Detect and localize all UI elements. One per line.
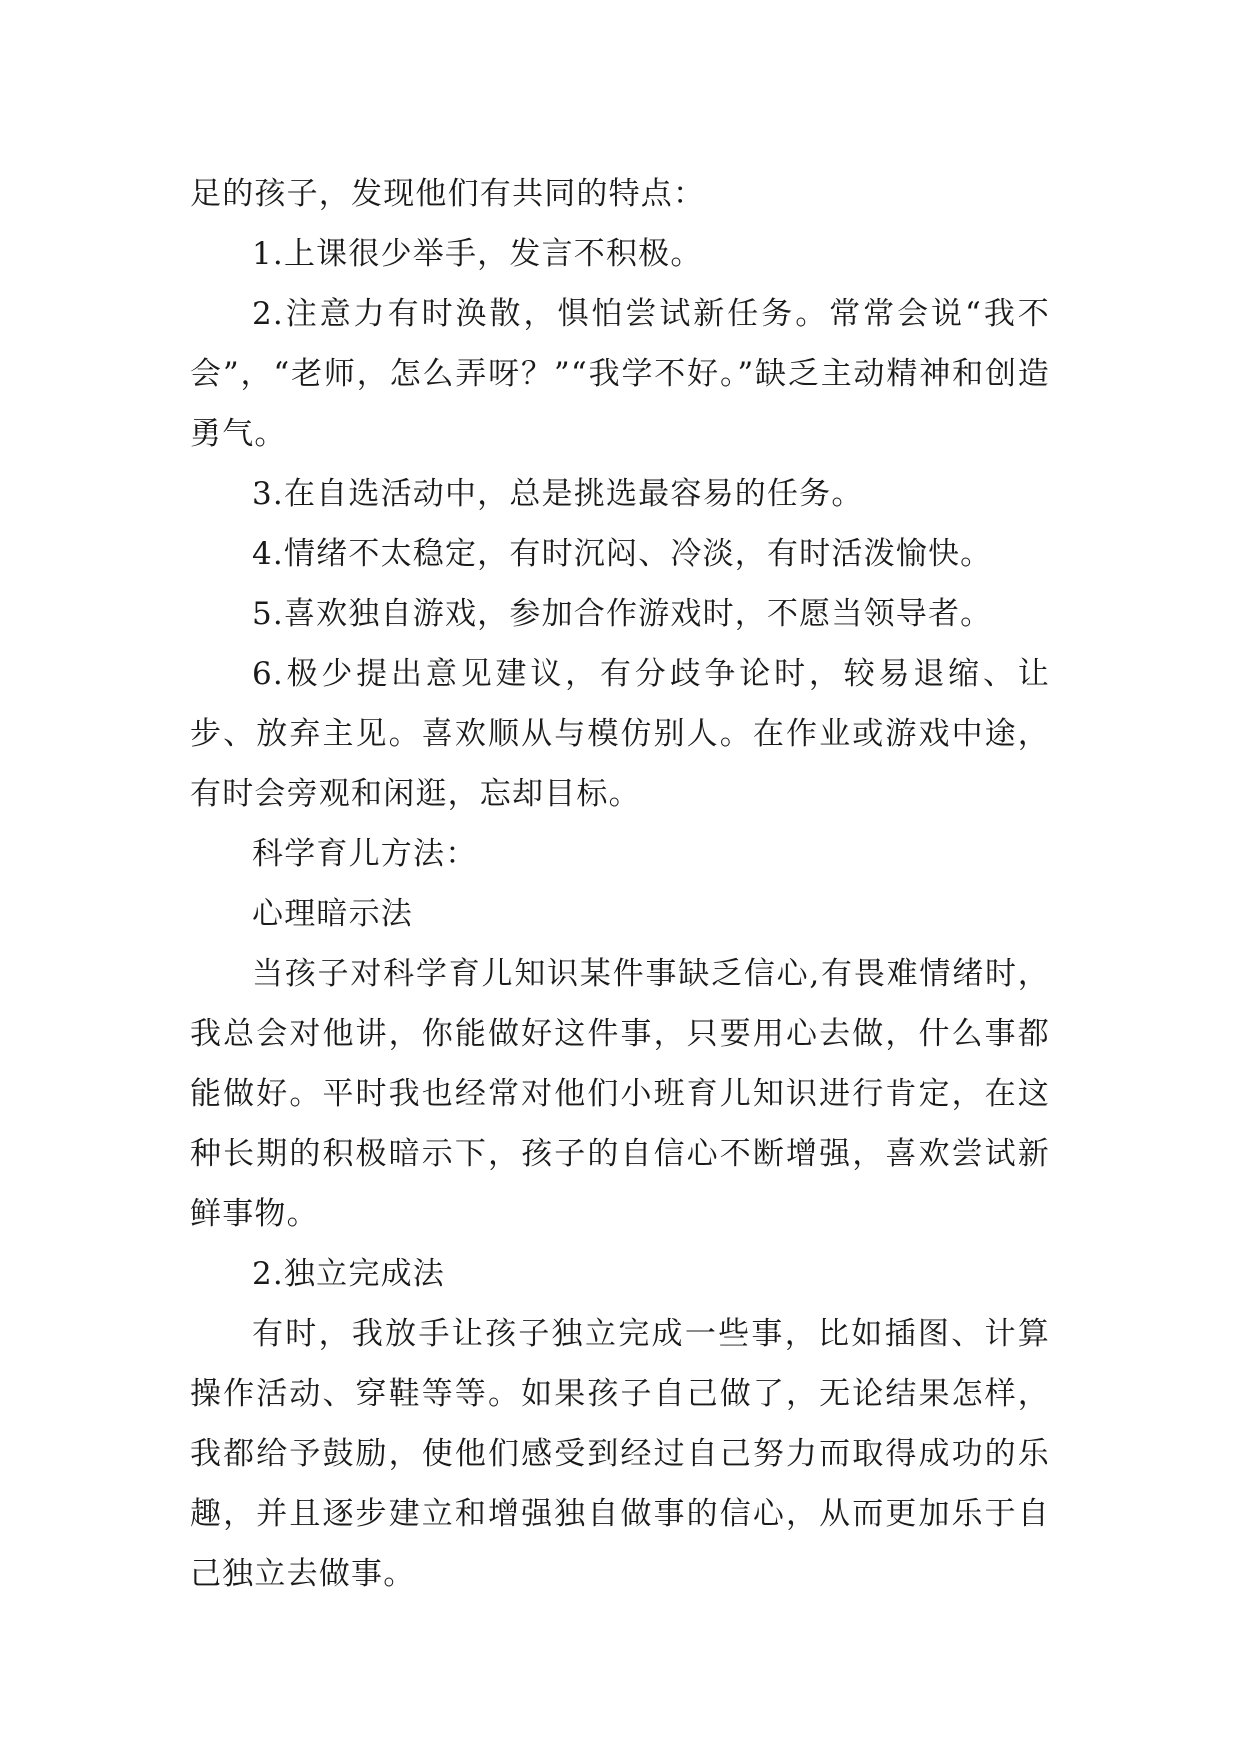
list-item: 2.注意力有时涣散，惧怕尝试新任务。常常会说“我不会”，“老师，怎么弄呀？”“我学不好。”缺乏主动精神和创造勇气。 bbox=[190, 296, 1050, 452]
list-item: 6.极少提出意见建议，有分歧争论时，较易退缩、让步、放弃主见。喜欢顺从与模仿别人。在作业或游戏中途，有时会旁观和闲逛，忘却目标。 bbox=[190, 656, 1050, 812]
list-item: 1.上课很少举手，发言不积极。 bbox=[252, 236, 703, 272]
paragraph: 有时，我放手让孩子独立完成一些事，比如插图、计算操作活动、穿鞋等等。如果孩子自己做了，无论结果怎样，我都给予鼓励，使他们感受到经过自己努力而取得成功的乐趣，并且逐步建立和增强独自做事的信心，从而更加乐于自己独立去做事。 bbox=[190, 1316, 1050, 1592]
subsection-heading: 2.独立完成法 bbox=[252, 1256, 445, 1292]
list-item: 5.喜欢独自游戏，参加合作游戏时，不愿当领导者。 bbox=[252, 596, 993, 632]
list-item: 3.在自选活动中，总是挑选最容易的任务。 bbox=[252, 476, 864, 512]
subsection-heading: 心理暗示法 bbox=[252, 896, 413, 932]
list-item: 4.情绪不太稳定，有时沉闷、冷淡，有时活泼愉快。 bbox=[252, 536, 993, 572]
section-heading: 科学育儿方法： bbox=[252, 836, 478, 872]
document-body bbox=[190, 164, 1050, 1604]
paragraph: 足的孩子，发现他们有共同的特点： bbox=[190, 176, 706, 212]
paragraph: 当孩子对科学育儿知识某件事缺乏信心,有畏难情绪时，我总会对他讲，你能做好这件事，只要用心去做，什么事都能做好。平时我也经常对他们小班育儿知识进行肯定，在这种长期的积极暗示下，孩子的自信心不断增强，喜欢尝试新鲜事物。 bbox=[190, 956, 1050, 1232]
